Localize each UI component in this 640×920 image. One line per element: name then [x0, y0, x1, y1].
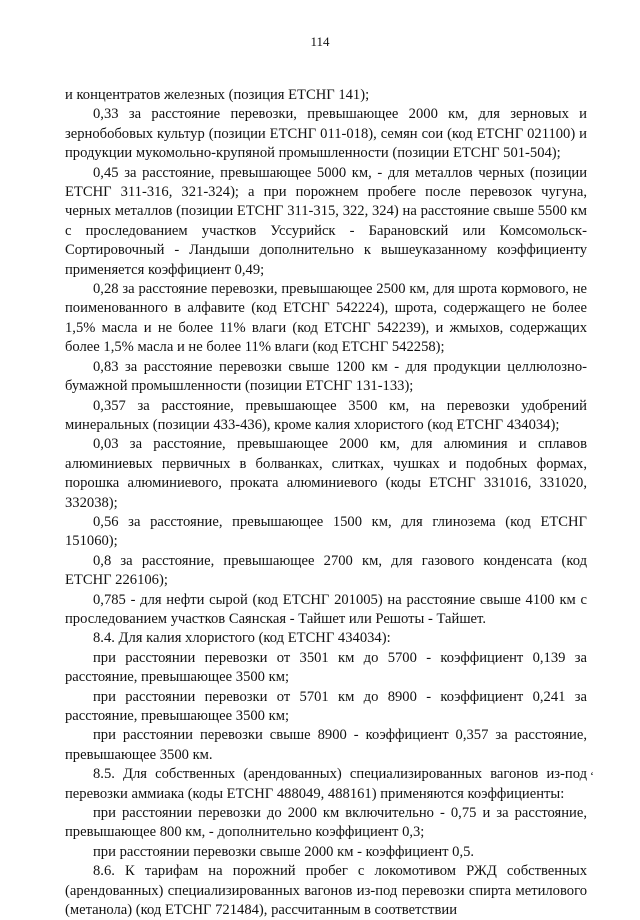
paragraph: 0,8 за расстояние, превышающее 2700 км, для газового конденсата (код ЕТСНГ 226106); [65, 552, 587, 589]
paragraph: 0,33 за расстояние перевозки, превышающее 2000 км, для зерновых и зернобобовых культур (позиции ЕТСНГ 011-018), семян сои (код ЕТСНГ 021100) и продукции мукомольно-крупяной промышленности (позиции ЕТСНГ 501-504); [65, 106, 587, 162]
paragraph: 0,83 за расстояние перевозки свыше 1200 км - для продукции целлюлозно-бумажной промышленности (позиции ЕТСНГ 131-133); [65, 358, 587, 395]
paragraph: 0,357 за расстояние, превышающее 3500 км, на перевозки удобрений минеральных (позиции 433-436), кроме калия хлористого (код ЕТСНГ 434034); [65, 397, 587, 433]
paragraph: 8.6. К тарифам на порожний пробег с локомотивом РЖД собственных (арендованных) специализированных вагонов из-под перевозки спирта метилового (метанола) (код ЕТСНГ 721484), рассчитанным в соответствии [65, 863, 587, 919]
paragraph: при расстоянии перевозки от 5701 км до 8900 - коэффициент 0,241 за расстояние, превышающее 3500 км; [65, 688, 587, 724]
paragraph: и концентратов железных (позиция ЕТСНГ 141); [65, 87, 370, 103]
page-number: 114 [310, 34, 330, 49]
paragraph: 8.4. Для калия хлористого (код ЕТСНГ 434034): [93, 630, 391, 647]
paragraph: 0,28 за расстояние перевозки, превышающее 2500 км, для шрота кормового, не поименованного в алфавите (код ЕТСНГ 542224), шрота, содержащего не более 1,5% масла и не более 11% влаги (код ЕТСНГ 542239), и жмыхов, содержащих более 1,5% масла и не более 11% влаги (код ЕТСНГ 542258); [65, 281, 587, 356]
paragraph: при расстоянии перевозки до 2000 км включительно - 0,75 и за расстояние, превышающее 800 км, - дополнительно коэффициент 0,3; [65, 805, 587, 841]
paragraph: 8.5. Для собственных (арендованных) специализированных вагонов из-под перевозки аммиака (коды ЕТСНГ 488049, 488161) применяются коэффициенты: [65, 766, 587, 802]
margin-mark: ‘ [590, 769, 594, 783]
document-body [65, 86, 587, 920]
paragraph: 0,03 за расстояние, превышающее 2000 км, для алюминия и сплавов алюминиевых первичных в болванках, слитках, чушках и подобных формах, порошка алюминиевого, проката алюминиевого (коды ЕТСНГ 331016, 331020, 332038); [65, 436, 587, 511]
paragraph: 0,56 за расстояние, превышающее 1500 км, для глинозема (код ЕТСНГ 151060); [65, 513, 587, 550]
paragraph: 0,785 - для нефти сырой (код ЕТСНГ 201005) на расстояние свыше 4100 км с проследованием участков Саянская - Тайшет или Решоты - Тайшет. [65, 591, 587, 627]
paragraph: при расстоянии перевозки свыше 2000 км - коэффициент 0,5. [93, 843, 475, 860]
paragraph: при расстоянии перевозки от 3501 км до 5700 - коэффициент 0,139 за расстояние, превышающее 3500 км; [65, 649, 587, 686]
paragraph: 0,45 за расстояние, превышающее 5000 км, - для металлов черных (позиции ЕТСНГ 311-316, 321-324); а при порожнем пробеге после перевозок чугуна, черных металлов (позиции ЕТСНГ 311-315, 322, 324) на расстояние свыше 5500 км с проследованием участков Уссурийск - Барановский или Комсомольск-Сортировочный - Ландыши дополнительно к вышеуказанному коэффициенту применяется коэффициент 0,49; [65, 164, 587, 278]
paragraph: при расстоянии перевозки свыше 8900 - коэффициент 0,357 за расстояние, превышающее 3500 км. [65, 727, 587, 763]
